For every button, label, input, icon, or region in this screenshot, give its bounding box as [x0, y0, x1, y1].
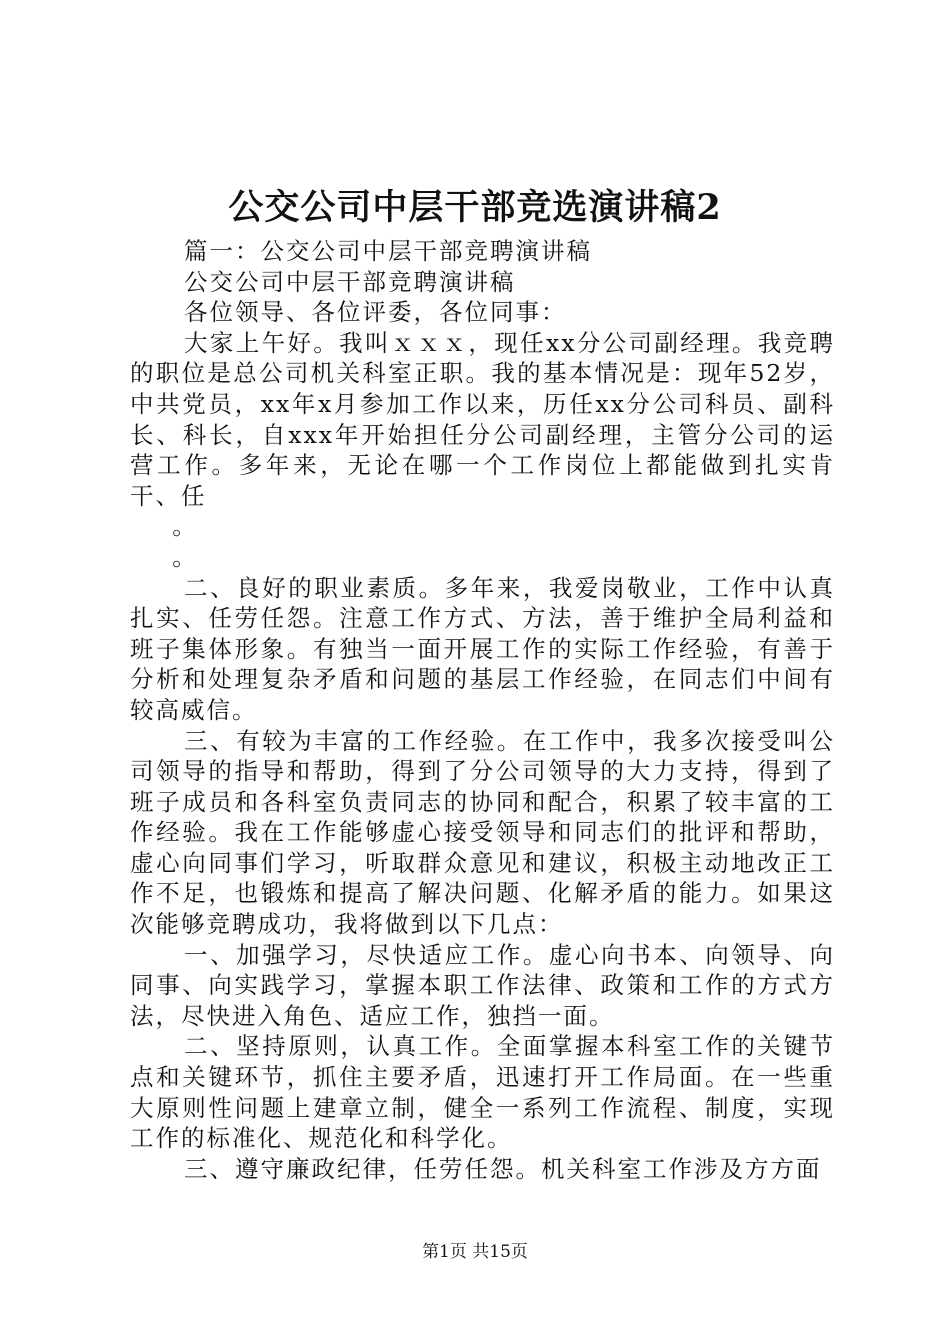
paragraph-study: 一、加强学习，尽快适应工作。虚心向书本、向领导、向同事、向实践学习，掌握本职工作法律、政策和工作的方式方法，尽快进入角色、适应工作，独挡一面。: [130, 940, 835, 1030]
paragraph-introduction: 大家上午好。我叫ｘｘｘ，现任xx分公司副经理。我竞聘的职位是总公司机关科室正职。我的基本情况是：现年52岁，中共党员，xx年x月参加工作以来，历任xx分公司科员、副科长、科长，自xxx年开始担任分公司副经理，主管分公司的运营工作。多年来，无论在哪一个工作岗位上都能做到扎实肯干、任: [130, 328, 835, 510]
paragraph-heading: 篇一：公交公司中层干部竞聘演讲稿: [184, 237, 593, 265]
paragraph-subtitle: 公交公司中层干部竞聘演讲稿: [184, 267, 516, 296]
paragraph-professional-quality: 二、良好的职业素质。多年来，我爱岗敬业，工作中认真扎实、任劳任怨。注意工作方式、方法，善于维护全局利益和班子集体形象。有独当一面开展工作的实际工作经验，有善于分析和处理复杂矛盾和问题的基层工作经验，在同志们中间有较高威信。: [130, 573, 835, 724]
paragraph-integrity: 三、遵守廉政纪律，任劳任怨。机关科室工作涉及方方面: [184, 1154, 822, 1183]
paragraph-work-experience: 三、有较为丰富的工作经验。在工作中，我多次接受叫公司领导的指导和帮助，得到了分公司领导的大力支持，得到了班子成员和各科室负责同志的协同和配合，积累了较丰富的工作经验。我在工作能够虚心接受领导和同志们的批评和帮助，虚心向同事们学习，听取群众意见和建议，积极主动地改正工作不足，也锻炼和提高了解决问题、化解矛盾的能力。如果这次能够竞聘成功，我将做到以下几点：: [130, 726, 835, 939]
paragraph-fragment: 。: [172, 512, 198, 541]
document-body: [130, 236, 835, 1184]
page-footer: 第1页 共15页: [422, 1242, 528, 1262]
paragraph-fragment: 。: [172, 542, 198, 571]
paragraph-salutation: 各位领导、各位评委，各位同事：: [184, 298, 567, 327]
paragraph-principles: 二、坚持原则，认真工作。全面掌握本科室工作的关键节点和关键环节，抓住主要矛盾，迅速打开工作局面。在一些重大原则性问题上建章立制，健全一系列工作流程、制度，实现工作的标准化、规范化和科学化。: [130, 1032, 835, 1153]
document-title: 公交公司中层干部竞选演讲稿2: [228, 187, 722, 228]
